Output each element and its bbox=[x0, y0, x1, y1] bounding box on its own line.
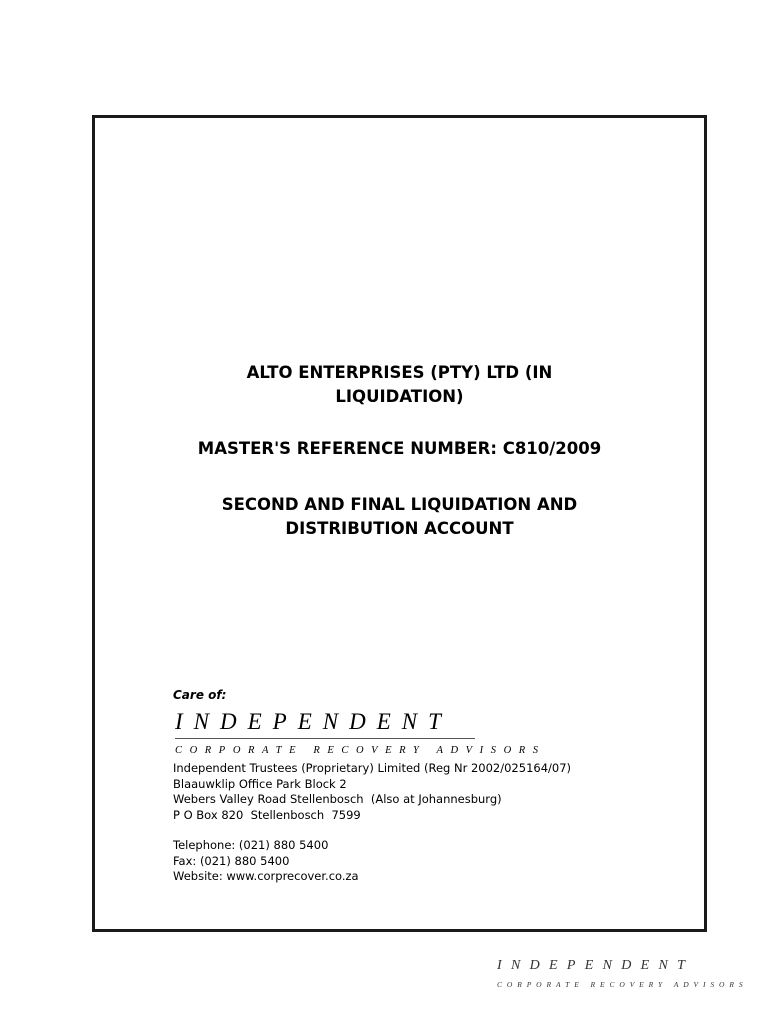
document-subtitle-line-1: SECOND AND FINAL LIQUIDATION AND bbox=[221, 495, 578, 514]
logo-name: INDEPENDENT bbox=[175, 709, 452, 734]
document-subtitle-line-2: DISTRIBUTION ACCOUNT bbox=[285, 519, 514, 538]
website: Website: www.corprecover.co.za bbox=[173, 869, 359, 883]
address-line: P O Box 820 Stellenbosch 7599 bbox=[173, 807, 361, 822]
document-title-line-1: ALTO ENTERPRISES (PTY) LTD (IN bbox=[246, 363, 553, 382]
care-of-label: Care of: bbox=[173, 688, 227, 702]
address-line: Webers Valley Road Stellenbosch (Also at Johannesburg) bbox=[173, 792, 502, 806]
document-title-line-2: LIQUIDATION) bbox=[335, 387, 464, 406]
cover-frame bbox=[92, 115, 707, 932]
address-line: Blaauwklip Office Park Block 2 bbox=[173, 776, 347, 791]
address-line: Independent Trustees (Proprietary) Limited (Reg Nr 2002/025164/07) bbox=[173, 761, 572, 775]
company-address bbox=[173, 761, 571, 885]
logo-rule bbox=[175, 738, 475, 739]
footer-logo bbox=[497, 958, 747, 990]
telephone: Telephone: (021) 880 5400 bbox=[173, 838, 329, 852]
footer-logo-name: INDEPENDENT bbox=[497, 958, 695, 973]
footer-logo-tagline: CORPORATE RECOVERY ADVISORS bbox=[497, 980, 748, 989]
masters-reference-number: MASTER'S REFERENCE NUMBER: C810/2009 bbox=[197, 439, 602, 458]
logo-tagline: CORPORATE RECOVERY ADVISORS bbox=[175, 745, 546, 756]
title-block bbox=[95, 361, 704, 541]
fax: Fax: (021) 880 5400 bbox=[173, 853, 290, 868]
company-logo bbox=[175, 709, 546, 758]
